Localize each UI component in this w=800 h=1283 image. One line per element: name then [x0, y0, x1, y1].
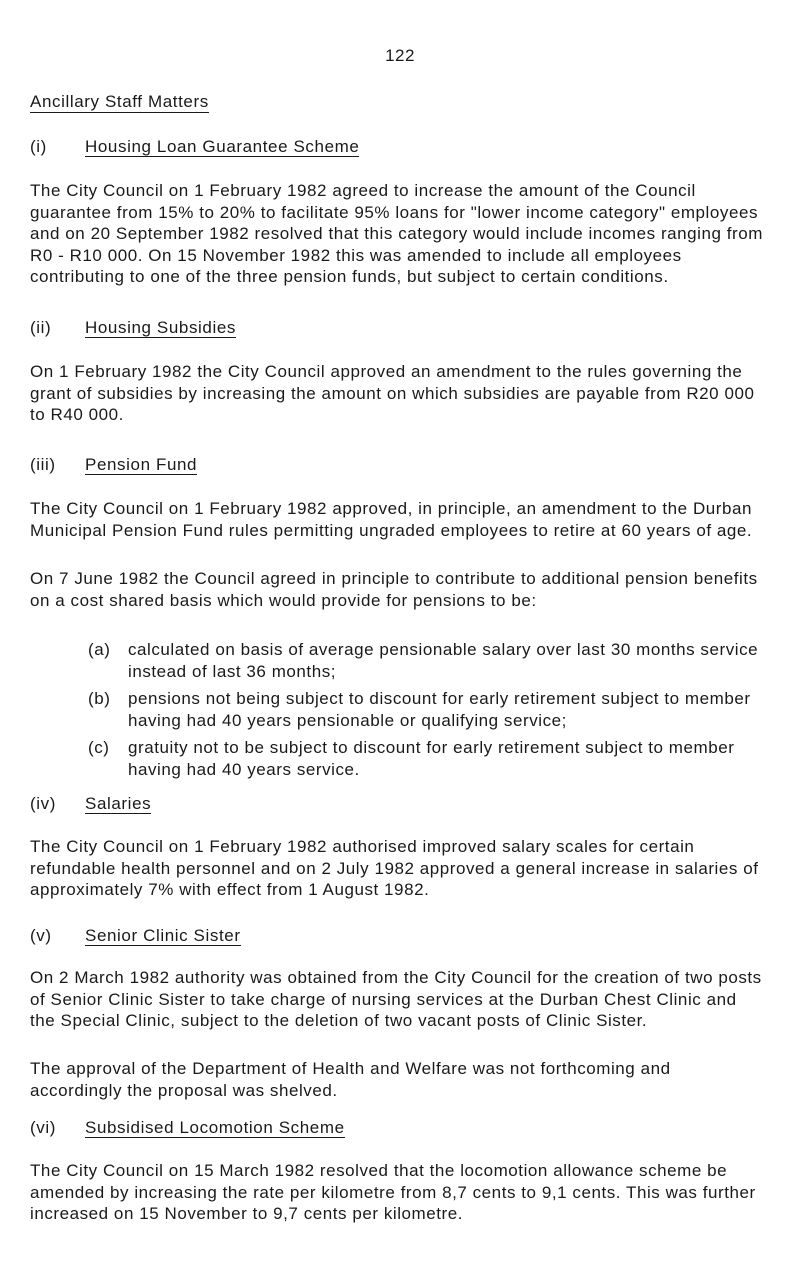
- section-heading-senior-clinic-sister: [30, 926, 241, 946]
- section-heading-housing-loan: [30, 137, 359, 157]
- paragraph: The City Council on 1 February 1982 approved, in principle, an amendment to the Durban Municipal Pension Fund rules permitting ungraded employees to retire at 60 years of age.: [30, 499, 753, 540]
- page-number: 122: [385, 46, 415, 65]
- section-number: (vi): [30, 1118, 56, 1137]
- paragraph: On 7 June 1982 the Council agreed in principle to contribute to additional pension benefits on a cost shared basis which would provide for pensions to be:: [30, 569, 758, 610]
- section-number: (v): [30, 926, 52, 945]
- paragraph: The approval of the Department of Health and Welfare was not forthcoming and accordingly the proposal was shelved.: [30, 1059, 671, 1100]
- list-item: [88, 639, 768, 682]
- section-heading-subsidised-locomotion: [30, 1118, 345, 1138]
- list-item-text: calculated on basis of average pensionable salary over last 30 months service instead of last 36 months;: [128, 640, 759, 681]
- paragraph: The City Council on 1 February 1982 agreed to increase the amount of the Council guarantee from 15% to 20% to facilitate 95% loans for "lower income category" employees and on 20 September 1982 resolved that this category would include incomes ranging from R0 - R10 000. On 15 November 1982 this was amended to include all employees contributing to one of the three pension funds, but subject to certain conditions.: [30, 181, 763, 286]
- list-item: [88, 737, 768, 780]
- section-heading-housing-subsidies: [30, 318, 236, 338]
- document-title: Ancillary Staff Matters: [30, 92, 209, 111]
- section-number: (iv): [30, 794, 56, 813]
- section-number: (iii): [30, 455, 56, 474]
- paragraph: On 1 February 1982 the City Council approved an amendment to the rules governing the grant of subsidies by increasing the amount on which subsidies are payable from R20 000 to R40 000.: [30, 362, 755, 424]
- list-item-text: gratuity not to be subject to discount for early retirement subject to member having had 40 years service.: [128, 738, 735, 779]
- list-item-label: (c): [88, 738, 110, 757]
- section-title: Subsidised Locomotion Scheme: [85, 1118, 345, 1137]
- paragraph: The City Council on 15 March 1982 resolved that the locomotion allowance scheme be amended by increasing the rate per kilometre from 8,7 cents to 9,1 cents. This was further increased on 15 November to 9,7 cents per kilometre.: [30, 1161, 756, 1223]
- section-title: Pension Fund: [85, 455, 198, 474]
- paragraph: The City Council on 1 February 1982 authorised improved salary scales for certain refundable health personnel and on 2 July 1982 approved a general increase in salaries of approximately 7% with effect from 1 August 1982.: [30, 837, 759, 899]
- list-item-text: pensions not being subject to discount for early retirement subject to member having had 40 years pensionable or qualifying service;: [128, 689, 751, 730]
- section-title: Senior Clinic Sister: [85, 926, 241, 945]
- section-heading-pension-fund: [30, 455, 197, 475]
- section-title: Housing Subsidies: [85, 318, 237, 337]
- list-item-label: (b): [88, 689, 111, 708]
- list-item: [88, 688, 768, 731]
- paragraph: On 2 March 1982 authority was obtained from the City Council for the creation of two posts of Senior Clinic Sister to take charge of nursing services at the Durban Chest Clinic and the Special Clinic, subject to the deletion of two vacant posts of Clinic Sister.: [30, 968, 762, 1030]
- section-heading-salaries: [30, 794, 151, 814]
- section-title: Salaries: [85, 794, 152, 813]
- section-number: (i): [30, 137, 47, 156]
- section-title: Housing Loan Guarantee Scheme: [85, 137, 360, 156]
- list-item-label: (a): [88, 640, 111, 659]
- section-number: (ii): [30, 318, 52, 337]
